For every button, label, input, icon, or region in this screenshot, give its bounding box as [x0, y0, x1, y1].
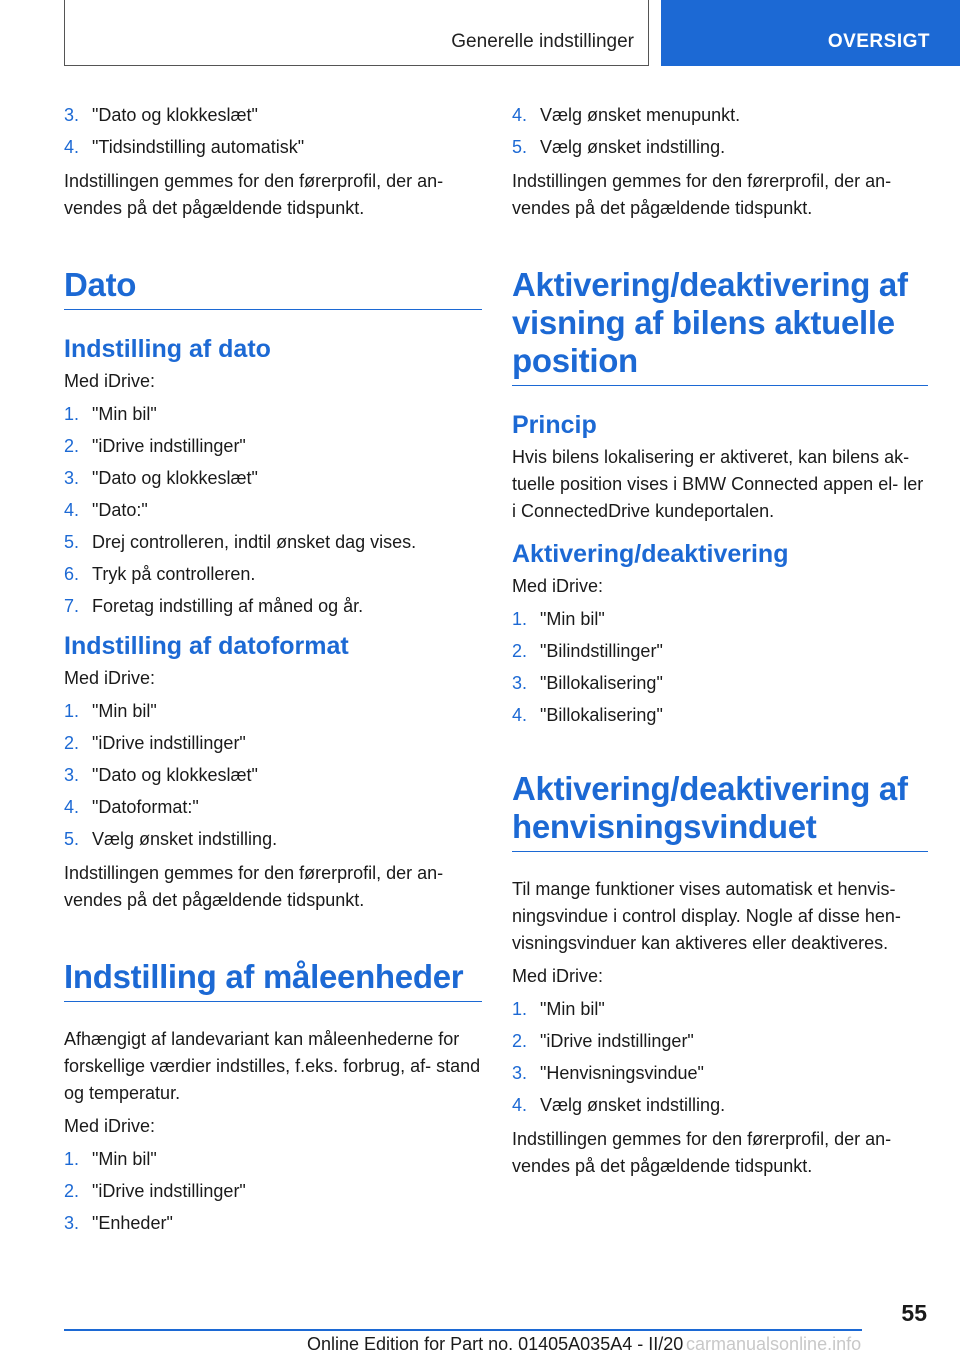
steps-list: [512, 608, 928, 726]
step-number: 4.: [512, 1095, 528, 1115]
step-text: Drej controlleren, indtil ønsket dag vises.: [92, 532, 417, 552]
step-text: "Min bil": [540, 999, 605, 1019]
list-item: [64, 563, 482, 585]
step-number: 3.: [64, 105, 80, 125]
step-text: "Billokalisering": [540, 673, 663, 693]
step-text: Foretag indstilling af måned og år.: [92, 596, 364, 616]
step-text: "Bilindstillinger": [540, 641, 663, 661]
overview-tab[interactable]: [661, 0, 960, 66]
list-item: [64, 531, 482, 553]
list-item: [64, 104, 482, 126]
heading-position-display: Aktivering/deaktivering af visning af bilens aktuelle position: [512, 266, 928, 386]
list-item: [512, 1062, 928, 1084]
step-number: 3.: [64, 765, 80, 785]
step-text: Vælg ønsket indstilling.: [540, 1095, 726, 1115]
edition-text: Online Edition for Part no. 01405A035A4 - II/20: [307, 1334, 684, 1354]
step-number: 4.: [512, 705, 528, 725]
step-number: 3.: [512, 673, 528, 693]
list-item: [512, 672, 928, 694]
step-text: Tryk på controlleren.: [92, 564, 256, 584]
step-text: "iDrive indstillinger": [92, 436, 246, 456]
footer-rule: [64, 1329, 862, 1331]
heading-date-setting: Indstilling af dato: [64, 335, 271, 363]
list-item: [512, 136, 928, 158]
step-number: 4.: [512, 105, 528, 125]
steps-list: [512, 104, 928, 158]
heading-dato: Dato: [64, 266, 482, 310]
heading-date-format: Indstilling af datoformat: [64, 632, 349, 660]
list-item: [512, 104, 928, 126]
step-text: "Min bil": [92, 1149, 157, 1169]
step-number: 1.: [512, 999, 528, 1019]
watermark-logo: carmanualsonline.info: [686, 1334, 862, 1354]
step-text: "Dato og klokkeslæt": [92, 765, 258, 785]
profile-note: Indstillingen gemmes for den førerprofil, der an- vendes på det pågældende tidspunkt.: [64, 171, 444, 218]
steps-list: [64, 104, 482, 158]
list-item: [64, 499, 482, 521]
step-number: 2.: [512, 1031, 528, 1051]
profile-note: Indstillingen gemmes for den førerprofil, der an- vendes på det pågældende tidspunkt.: [512, 1129, 892, 1176]
list-item: [64, 796, 482, 818]
step-number: 5.: [512, 137, 528, 157]
step-number: 3.: [512, 1063, 528, 1083]
step-text: "Billokalisering": [540, 705, 663, 725]
step-number: 1.: [64, 701, 80, 721]
list-item: [512, 704, 928, 726]
list-item: [64, 467, 482, 489]
list-item: [64, 435, 482, 457]
list-item: [64, 403, 482, 425]
step-number: 2.: [64, 436, 80, 456]
heading-activation: Aktivering/deaktivering: [512, 540, 789, 568]
list-item: [64, 1148, 482, 1170]
step-text: Vælg ønsket indstilling.: [92, 829, 278, 849]
left-column: [64, 100, 482, 1244]
step-text: "iDrive indstillinger": [540, 1031, 694, 1051]
page-number: 55: [901, 1300, 927, 1326]
step-text: "Min bil": [92, 404, 157, 424]
step-number: 4.: [64, 500, 80, 520]
list-item: [64, 700, 482, 722]
step-number: 3.: [64, 468, 80, 488]
step-number: 1.: [64, 404, 80, 424]
units-description: Afhængigt af landevariant kan måleenhederne for forskellige værdier indstilles, f.eks. forbrug, af- stand og temperatur.: [64, 1029, 481, 1103]
profile-note: Indstillingen gemmes for den førerprofil, der an- vendes på det pågældende tidspunkt.: [512, 171, 892, 218]
list-item: [64, 1180, 482, 1202]
header-section-box: [64, 0, 649, 66]
step-text: "Dato:": [92, 500, 148, 520]
step-text: Vælg ønsket indstilling.: [540, 137, 726, 157]
step-text: "Min bil": [540, 609, 605, 629]
step-text: "Datoformat:": [92, 797, 199, 817]
step-number: 3.: [64, 1213, 80, 1233]
step-number: 2.: [64, 1181, 80, 1201]
list-item: [64, 732, 482, 754]
step-text: "iDrive indstillinger": [92, 1181, 246, 1201]
step-text: "Min bil": [92, 701, 157, 721]
heading-hint-window: Aktivering/deaktivering af henvisningsvinduet: [512, 770, 928, 852]
list-item: [512, 1094, 928, 1116]
profile-note: Indstillingen gemmes for den førerprofil, der an- vendes på det pågældende tidspunkt.: [64, 863, 444, 910]
step-number: 2.: [512, 641, 528, 661]
step-text: "Tidsindstilling automatisk": [92, 137, 305, 157]
list-item: [64, 136, 482, 158]
list-item: [64, 595, 482, 617]
step-number: 7.: [64, 596, 80, 616]
list-item: [64, 764, 482, 786]
step-number: 4.: [64, 797, 80, 817]
step-text: "iDrive indstillinger": [92, 733, 246, 753]
list-item: [512, 640, 928, 662]
step-text: Vælg ønsket menupunkt.: [540, 105, 741, 125]
step-number: 2.: [64, 733, 80, 753]
heading-princip: Princip: [512, 411, 597, 439]
step-text: "Enheder": [92, 1213, 173, 1233]
heading-units: Indstilling af måleenheder: [64, 958, 482, 1002]
step-number: 5.: [64, 829, 80, 849]
right-column: [512, 100, 928, 1186]
idrive-label: Med iDrive:: [512, 966, 604, 986]
steps-list: [512, 998, 928, 1116]
idrive-label: Med iDrive:: [512, 576, 604, 596]
steps-list: [64, 403, 482, 617]
step-text: "Henvisningsvindue": [540, 1063, 704, 1083]
idrive-label: Med iDrive:: [64, 668, 156, 688]
idrive-label: Med iDrive:: [64, 1116, 156, 1136]
list-item: [512, 1030, 928, 1052]
step-number: 5.: [64, 532, 80, 552]
list-item: [512, 608, 928, 630]
header-section-title: Generelle indstillinger: [451, 31, 634, 52]
list-item: [64, 1212, 482, 1234]
hint-description: Til mange funktioner vises automatisk et henvis- ningsvindue i control display. Nogle af disse hen- visningsvinduer kan aktiveres eller deaktiveres.: [512, 879, 901, 953]
step-number: 1.: [64, 1149, 80, 1169]
steps-list: [64, 700, 482, 850]
step-number: 1.: [512, 609, 528, 629]
list-item: [64, 828, 482, 850]
step-number: 6.: [64, 564, 80, 584]
list-item: [512, 998, 928, 1020]
step-text: "Dato og klokkeslæt": [92, 105, 258, 125]
idrive-label: Med iDrive:: [64, 371, 156, 391]
overview-tab-label: OVERSIGT: [827, 31, 930, 52]
steps-list: [64, 1148, 482, 1234]
step-text: "Dato og klokkeslæt": [92, 468, 258, 488]
step-number: 4.: [64, 137, 80, 157]
princip-description: Hvis bilens lokalisering er aktiveret, kan bilens ak- tuelle position vises i BMW Connected appen el- ler i ConnectedDrive kundeportalen.: [512, 447, 924, 521]
